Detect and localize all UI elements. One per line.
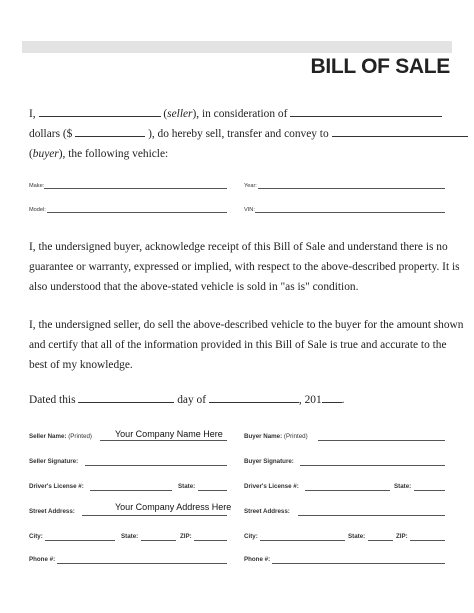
seller-address-field[interactable] bbox=[82, 515, 227, 516]
seller-license-state-label: State: bbox=[178, 483, 196, 490]
seller-cert-line-2: and certify that all of the information provided in this Bill of Sale is true and accurate to the bbox=[29, 339, 447, 351]
seller-license-field[interactable] bbox=[90, 490, 172, 491]
year-blank[interactable] bbox=[322, 391, 342, 403]
document-title: BILL OF SALE bbox=[310, 55, 450, 78]
seller-zip-field[interactable] bbox=[194, 540, 227, 541]
year-field[interactable] bbox=[258, 188, 445, 189]
buyer-license-state-label: State: bbox=[394, 483, 412, 490]
seller-cert-line-3: best of my knowledge. bbox=[29, 359, 133, 371]
seller-name-field[interactable] bbox=[100, 440, 227, 441]
seller-signature-field[interactable] bbox=[85, 465, 227, 466]
buyer-phone-field[interactable] bbox=[272, 563, 445, 564]
seller-address-value: Your Company Address Here bbox=[115, 502, 232, 512]
seller-license-state-field[interactable] bbox=[198, 490, 227, 491]
intro-text: dollars ($ bbox=[29, 128, 73, 140]
buyer-ack-line-3: also understood that the above-stated vehicle is sold in "as is" condition. bbox=[29, 281, 359, 293]
buyer-name-blank[interactable] bbox=[332, 125, 468, 137]
buyer-name-field[interactable] bbox=[318, 440, 445, 441]
seller-state-field[interactable] bbox=[141, 540, 176, 541]
buyer-phone-label: Phone #: bbox=[244, 556, 271, 563]
seller-name-value: Your Company Name Here bbox=[115, 429, 223, 439]
buyer-state-field[interactable] bbox=[368, 540, 393, 541]
model-field[interactable] bbox=[47, 212, 227, 213]
seller-city-field[interactable] bbox=[45, 540, 115, 541]
intro-text: ), do hereby sell, transfer and convey to bbox=[148, 128, 329, 140]
buyer-signature-field[interactable] bbox=[300, 465, 445, 466]
seller-state-label: State: bbox=[121, 533, 139, 540]
buyer-signature-label: Buyer Signature: bbox=[244, 458, 294, 465]
month-blank[interactable] bbox=[209, 391, 299, 403]
buyer-license-label: Driver's License #: bbox=[244, 483, 299, 490]
make-label: Make: bbox=[29, 183, 45, 189]
intro-text: ( bbox=[163, 108, 168, 120]
seller-zip-label: ZIP: bbox=[180, 533, 192, 540]
header-bar bbox=[22, 41, 452, 53]
buyer-name-label: Buyer Name: (Printed) bbox=[244, 433, 308, 440]
buyer-license-state-field[interactable] bbox=[414, 490, 445, 491]
seller-city-label: City: bbox=[29, 533, 43, 540]
seller-signature-label: Seller Signature: bbox=[29, 458, 79, 465]
vin-field[interactable] bbox=[255, 212, 445, 213]
dated-line bbox=[29, 390, 345, 410]
seller-cert-line-1: I, the undersigned seller, do sell the above-described vehicle to the buyer for the amount shown bbox=[29, 319, 464, 331]
make-field[interactable] bbox=[44, 188, 227, 189]
seller-phone-field[interactable] bbox=[57, 563, 227, 564]
consideration-blank[interactable] bbox=[290, 105, 442, 117]
intro-line-3: (buyer), the following vehicle: bbox=[29, 148, 169, 160]
day-blank[interactable] bbox=[78, 391, 174, 403]
intro-line-1 bbox=[29, 104, 442, 124]
model-label: Model: bbox=[29, 207, 46, 213]
intro-text: I, bbox=[29, 108, 36, 120]
buyer-address-label: Street Address: bbox=[244, 508, 290, 515]
buyer-role-label: buyer bbox=[32, 148, 59, 160]
amount-blank[interactable] bbox=[75, 125, 145, 137]
intro-line-2 bbox=[29, 124, 468, 144]
vin-label: VIN: bbox=[244, 207, 255, 213]
buyer-zip-label: ZIP: bbox=[396, 533, 408, 540]
seller-address-label: Street Address: bbox=[29, 508, 75, 515]
buyer-state-label: State: bbox=[348, 533, 366, 540]
dated-text: , 201 bbox=[298, 394, 322, 406]
dated-text: Dated this bbox=[29, 394, 76, 406]
dated-text: day of bbox=[177, 394, 207, 406]
dated-text: . bbox=[341, 394, 345, 406]
seller-license-label: Driver's License #: bbox=[29, 483, 84, 490]
seller-name-blank[interactable] bbox=[39, 105, 161, 117]
buyer-license-field[interactable] bbox=[305, 490, 390, 491]
buyer-city-field[interactable] bbox=[260, 540, 345, 541]
seller-phone-label: Phone #: bbox=[29, 556, 56, 563]
seller-role-label: seller bbox=[167, 108, 193, 120]
year-label: Year: bbox=[244, 183, 257, 189]
buyer-city-label: City: bbox=[244, 533, 258, 540]
intro-text: ), in consideration of bbox=[192, 108, 288, 120]
buyer-ack-line-2: guarantee or warranty, expressed or implied, with respect to the above-described property. It is bbox=[29, 261, 460, 273]
buyer-ack-line-1: I, the undersigned buyer, acknowledge receipt of this Bill of Sale and understand there is no bbox=[29, 241, 448, 253]
seller-name-label: Seller Name: (Printed) bbox=[29, 433, 92, 440]
intro-text: ), the following vehicle: bbox=[58, 148, 169, 160]
buyer-zip-field[interactable] bbox=[410, 540, 445, 541]
buyer-address-field[interactable] bbox=[298, 515, 445, 516]
